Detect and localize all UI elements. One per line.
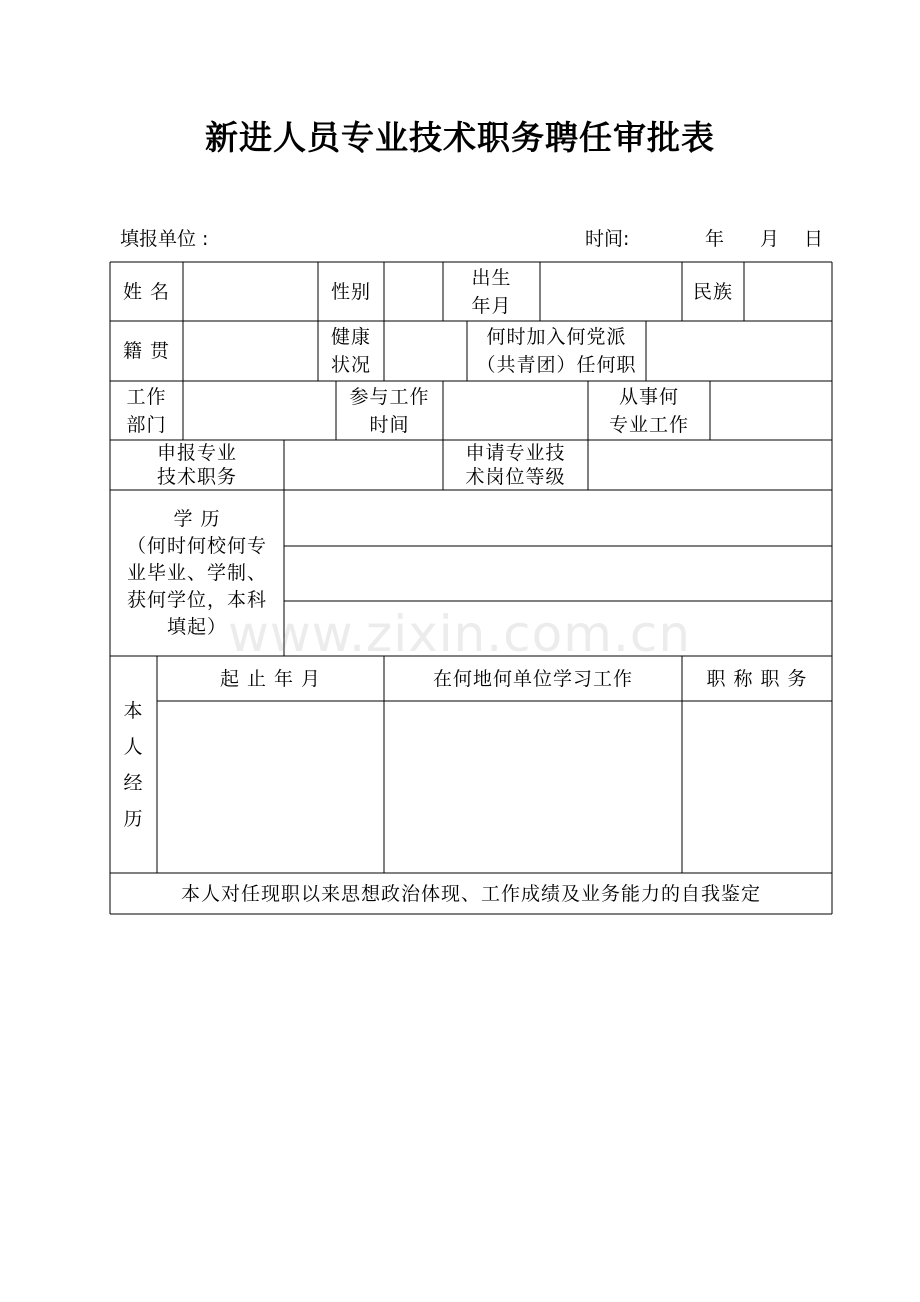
day-label: 日 <box>804 228 824 250</box>
post-level-label: 申请专业技 术岗位等级 <box>465 442 566 488</box>
watermark: www.zixin.com.cn <box>228 605 692 663</box>
self-eval-label: 本人对任现职以来思想政治体现、工作成绩及业务能力的自我鉴定 <box>180 882 761 905</box>
specialty-field[interactable] <box>711 382 831 439</box>
gender-field[interactable] <box>385 263 442 320</box>
name-field[interactable] <box>184 263 317 320</box>
work-start-label: 参与工作 时间 <box>349 385 430 436</box>
ethnicity-field[interactable] <box>745 263 831 320</box>
name-label: 姓 名 <box>122 280 171 303</box>
birth-label: 出生 年月 <box>471 266 512 317</box>
apply-title-field[interactable] <box>285 441 442 489</box>
post-level-field[interactable] <box>589 441 831 489</box>
unit-work-field[interactable] <box>385 702 681 872</box>
specialty-label: 从事何 专业工作 <box>608 385 689 436</box>
unit-work-header: 在何地何单位学习工作 <box>432 667 633 690</box>
native-place-label: 籍 贯 <box>122 340 171 362</box>
education-label: 学 历 （何时何校何专 业毕业、学制、 获何学位，本科 填起） <box>126 507 267 638</box>
gender-label: 性别 <box>330 280 371 303</box>
education-field-1[interactable] <box>285 491 831 545</box>
health-label: 健康 状况 <box>330 326 371 376</box>
form-title: 新进人员专业技术职务聘任审批表 <box>205 118 715 157</box>
time-label: 时间: <box>585 228 630 250</box>
apply-title-label: 申报专业 技术职务 <box>156 442 237 488</box>
position-header: 职 称 职 务 <box>706 667 808 690</box>
birth-field[interactable] <box>541 263 681 320</box>
month-label: 月 <box>760 228 780 250</box>
experience-label: 本 人 经 历 <box>123 699 144 830</box>
department-label: 工作 部门 <box>126 385 167 436</box>
party-field[interactable] <box>647 322 831 380</box>
education-field-2[interactable] <box>285 547 831 600</box>
work-start-field[interactable] <box>444 382 587 439</box>
health-field[interactable] <box>385 322 466 380</box>
department-field[interactable] <box>184 382 335 439</box>
position-field[interactable] <box>683 702 831 872</box>
ethnicity-label: 民族 <box>692 280 733 303</box>
year-label: 年 <box>705 228 725 250</box>
period-field[interactable] <box>158 702 383 872</box>
party-label: 何时加入何党派 （共青团）任何职 <box>476 326 637 376</box>
native-place-field[interactable] <box>184 322 317 380</box>
period-header: 起 止 年 月 <box>219 667 322 690</box>
fill-unit-label: 填报单位 : <box>120 228 209 250</box>
